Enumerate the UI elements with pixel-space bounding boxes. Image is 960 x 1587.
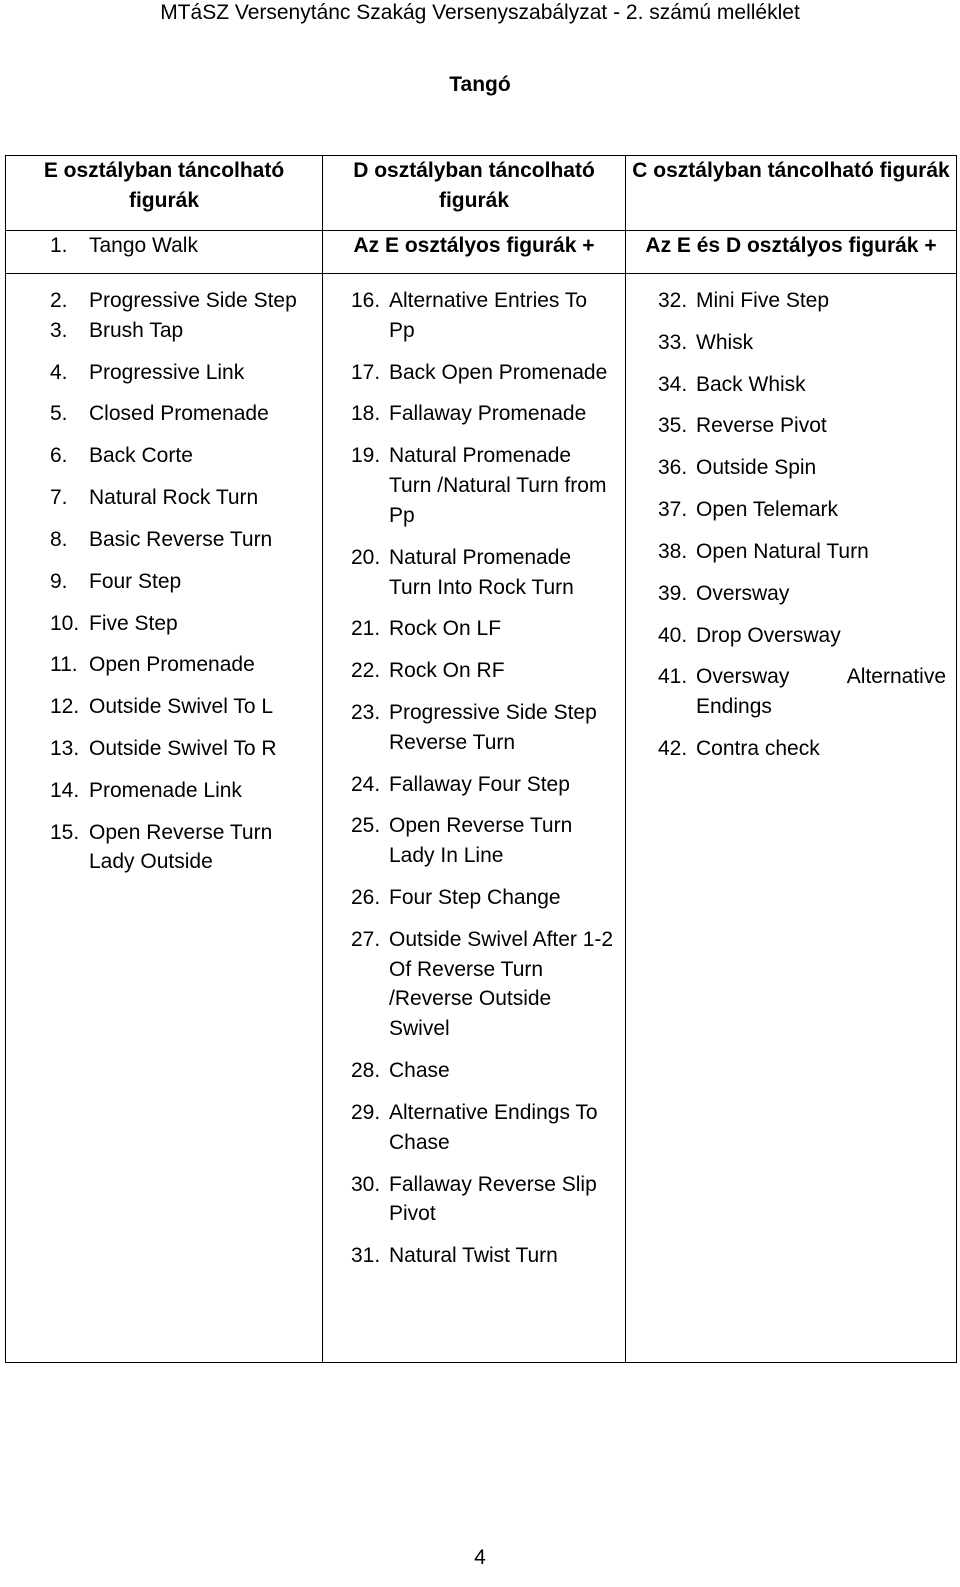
page-title: Tangó	[449, 73, 511, 96]
item-label: Natural Twist Turn	[389, 1244, 558, 1268]
item-number: 38.	[658, 539, 688, 563]
list-item	[323, 698, 625, 758]
item-number: 5.	[50, 402, 68, 426]
d-class-figures	[323, 274, 626, 1363]
item-number: 8.	[50, 527, 68, 551]
e-first-cell	[6, 231, 323, 274]
item-label: Open Reverse Turn Lady In Line	[389, 814, 573, 868]
item-label: Alternative Entries To Pp	[389, 289, 588, 342]
item-label: Open Reverse Turn Lady Outside	[89, 820, 273, 874]
item-label: Closed Promenade	[89, 402, 269, 426]
list-item	[626, 453, 956, 483]
item-label: Back Corte	[89, 444, 193, 468]
item-label: Natural Rock Turn	[89, 486, 259, 510]
list-item	[626, 495, 956, 525]
item-number: 30.	[351, 1172, 381, 1196]
item-label: Fallaway Promenade	[389, 402, 587, 426]
item-label: Four Step	[89, 569, 182, 593]
item-label: Fallaway Four Step	[389, 772, 570, 796]
e-class-figures	[6, 274, 323, 1363]
item-number: 22.	[351, 659, 381, 683]
list-item	[323, 770, 625, 800]
list-item	[626, 411, 956, 441]
item-label-word: Oversway	[696, 665, 790, 689]
item-number: 6.	[50, 444, 68, 468]
list-item	[6, 734, 322, 764]
list-item	[6, 231, 322, 261]
item-label: Progressive Link	[89, 360, 245, 384]
item-number: 27.	[351, 927, 381, 951]
item-number: 12.	[50, 695, 80, 719]
item-number: 4.	[50, 360, 68, 384]
item-label: Drop Oversway	[696, 623, 841, 647]
item-number: 40.	[658, 623, 688, 647]
list-item	[6, 692, 322, 722]
item-label: Natural Promenade Turn Into Rock Turn	[389, 545, 574, 599]
list-item	[323, 811, 625, 871]
list-item	[626, 328, 956, 358]
item-number: 42.	[658, 736, 688, 760]
item-label: Progressive Side Step	[89, 289, 297, 312]
list-item	[626, 579, 956, 609]
item-label: Open Natural Turn	[696, 539, 869, 563]
list-item	[6, 609, 322, 639]
list-item	[323, 441, 625, 530]
list-item	[323, 286, 625, 346]
d-figure-list	[323, 286, 625, 1271]
item-label: Whisk	[696, 330, 754, 354]
running-header-text: MTáSZ Versenytánc Szakág Versenyszabályzat - 2. számú melléklet	[160, 1, 800, 24]
item-number: 9.	[50, 569, 68, 593]
item-label: Fallaway Reverse Slip Pivot	[389, 1172, 597, 1226]
item-number: 41.	[658, 665, 688, 689]
e-figure-list	[6, 286, 322, 877]
running-header	[0, 0, 960, 25]
item-label-line: Endings	[696, 695, 772, 719]
item-label: Natural Promenade Turn /Natural Turn from Pp	[389, 444, 607, 527]
header-e-class: E osztályban táncolható figurák	[6, 156, 323, 231]
item-label: Five Step	[89, 611, 178, 635]
item-number: 19.	[351, 444, 381, 468]
item-label: Oversway	[696, 581, 790, 605]
item-label: Progressive Side Step Reverse Turn	[389, 700, 597, 754]
c-class-figures	[626, 274, 957, 1363]
item-label: Back Open Promenade	[389, 360, 608, 384]
table-header-row	[6, 156, 957, 231]
item-number: 20.	[351, 545, 381, 569]
list-item	[626, 734, 956, 764]
list-item	[323, 543, 625, 603]
list-item	[6, 316, 322, 346]
c-figure-list	[626, 286, 956, 764]
item-number: 11.	[50, 653, 78, 677]
table-body-row	[6, 274, 957, 1363]
list-item	[323, 925, 625, 1044]
item-label: Tango Walk	[89, 234, 198, 257]
item-label: Basic Reverse Turn	[89, 527, 273, 551]
item-number: 24.	[351, 772, 381, 796]
item-label: Outside Spin	[696, 456, 817, 480]
item-label: Contra check	[696, 736, 820, 760]
list-item	[323, 1170, 625, 1230]
list-item	[323, 614, 625, 644]
item-label-line	[696, 662, 946, 692]
item-number: 17.	[351, 360, 381, 384]
list-item	[323, 358, 625, 388]
item-label: Outside Swivel To L	[89, 695, 274, 719]
item-number: 36.	[658, 456, 688, 480]
item-number: 14.	[50, 778, 80, 802]
list-item	[6, 818, 322, 878]
list-item	[323, 1098, 625, 1158]
list-item	[6, 483, 322, 513]
item-number: 25.	[351, 814, 381, 838]
list-item	[626, 370, 956, 400]
item-label: Four Step Change	[389, 886, 561, 909]
item-number: 39.	[658, 581, 688, 605]
item-label: Outside Swivel To R	[89, 736, 277, 760]
c-includes-e-d: Az E és D osztályos figurák +	[626, 231, 957, 274]
header-d-class: D osztályban táncolható figurák	[323, 156, 626, 231]
item-label: Back Whisk	[696, 372, 806, 396]
item-label: Outside Swivel After 1-2 Of Reverse Turn /Reverse Outside Swivel	[389, 927, 614, 1041]
item-number: 7.	[50, 486, 68, 510]
item-number: 3.	[50, 318, 68, 342]
item-number: 34.	[658, 372, 688, 396]
list-item	[6, 650, 322, 680]
item-label-word: Alternative	[846, 665, 946, 689]
item-number: 21.	[351, 617, 381, 641]
figures-table	[5, 155, 957, 1363]
item-number: 23.	[351, 700, 381, 724]
table-subheader-row	[6, 231, 957, 274]
list-item	[6, 776, 322, 806]
item-label: Open Promenade	[89, 653, 255, 677]
item-label: Reverse Pivot	[696, 414, 827, 438]
list-item	[6, 399, 322, 429]
list-item	[323, 1056, 625, 1086]
d-includes-e: Az E osztályos figurák +	[323, 231, 626, 274]
item-number: 26.	[351, 886, 381, 909]
page-number: 4	[474, 1546, 486, 1569]
item-number: 35.	[658, 414, 688, 438]
list-item	[323, 399, 625, 429]
list-item	[626, 621, 956, 651]
item-number: 37.	[658, 498, 688, 522]
item-number: 31.	[351, 1244, 381, 1268]
item-number: 13.	[50, 736, 80, 760]
item-label: Chase	[389, 1059, 450, 1083]
item-number: 18.	[351, 402, 381, 426]
item-number: 29.	[351, 1100, 381, 1124]
list-item	[626, 537, 956, 567]
item-number: 33.	[658, 330, 688, 354]
list-item	[6, 441, 322, 471]
list-item	[6, 567, 322, 597]
item-number: 10.	[50, 611, 80, 635]
list-item	[6, 286, 322, 316]
list-item	[626, 662, 956, 722]
list-item	[323, 883, 625, 913]
list-item	[323, 1241, 625, 1271]
item-number: 1.	[50, 234, 68, 257]
item-label: Rock On RF	[389, 659, 505, 683]
item-number: 16.	[351, 289, 381, 312]
list-item	[626, 286, 956, 316]
item-number: 2.	[50, 289, 68, 312]
item-number: 28.	[351, 1059, 381, 1083]
item-number: 15.	[50, 820, 80, 844]
item-label: Brush Tap	[89, 318, 184, 342]
list-item	[6, 525, 322, 555]
item-label: Alternative Endings To Chase	[389, 1100, 598, 1154]
item-label: Promenade Link	[89, 778, 242, 802]
item-label: Rock On LF	[389, 617, 502, 641]
item-number: 32.	[658, 289, 688, 312]
list-item	[6, 358, 322, 388]
item-label: Mini Five Step	[696, 289, 830, 312]
list-item	[323, 656, 625, 686]
item-label: Open Telemark	[696, 498, 839, 522]
header-c-class: C osztályban táncolható figurák	[626, 156, 957, 231]
